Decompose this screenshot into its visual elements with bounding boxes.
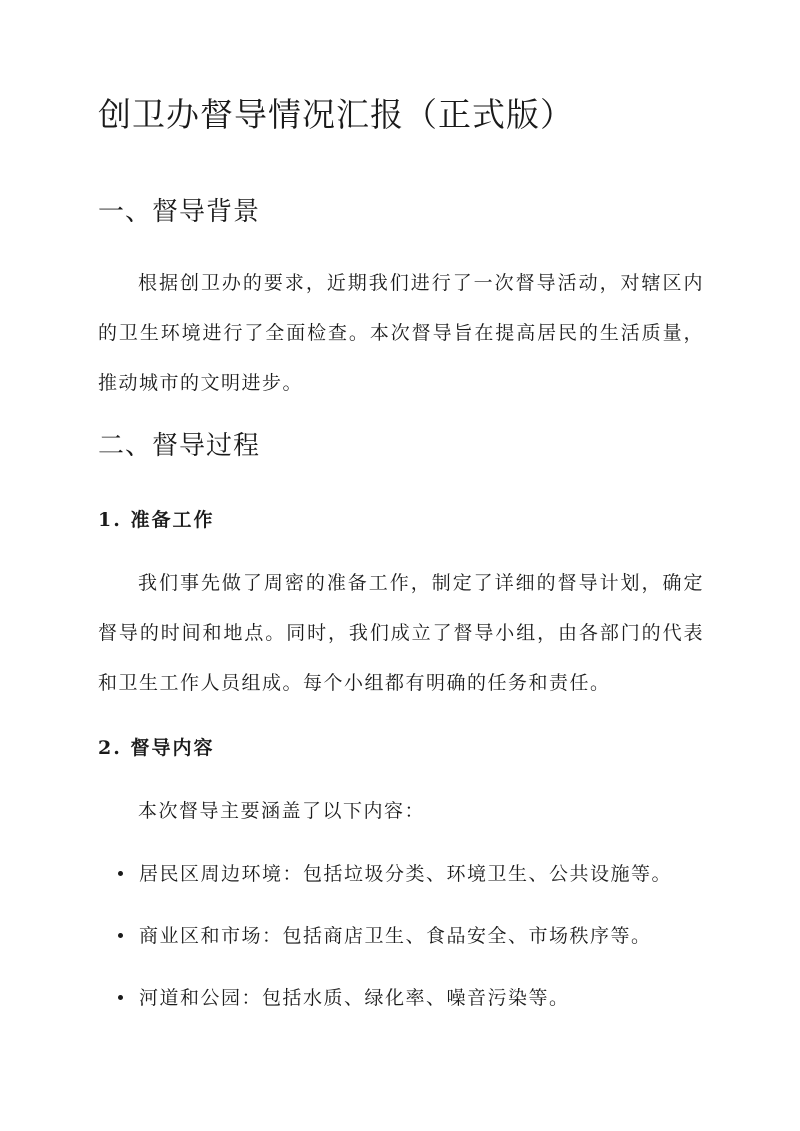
bullet-dot-icon [118, 871, 123, 876]
bullet-dot-icon [118, 995, 123, 1000]
preparation-paragraph: 我们事先做了周密的准备工作，制定了详细的督导计划，确定督导的时间和地点。同时，我们成立了督导小组，由各部门的代表和卫生工作人员组成。每个小组都有明确的任务和责任。 [98, 572, 704, 694]
list-item [118, 984, 570, 1012]
list-item [118, 922, 652, 950]
background-paragraph: 根据创卫办的要求，近期我们进行了一次督导活动，对辖区内的卫生环境进行了全面检查。本次督导旨在提高居民的生活质量，推动城市的文明进步。 [98, 272, 704, 394]
subsection-heading-content: 2. 督导内容 [98, 737, 215, 759]
section-heading-process: 二、督导过程 [98, 431, 261, 461]
list-item-text: 河道和公园：包括水质、绿化率、噪音污染等。 [139, 987, 570, 1009]
content-intro: 本次督导主要涵盖了以下内容： [138, 800, 426, 822]
list-item [118, 860, 672, 888]
list-item-text: 商业区和市场：包括商店卫生、食品安全、市场秩序等。 [139, 925, 652, 947]
subsection-heading-preparation: 1. 准备工作 [98, 509, 215, 531]
section-heading-background: 一、督导背景 [98, 197, 261, 227]
bullet-dot-icon [118, 933, 123, 938]
document-title: 创卫办督导情况汇报（正式版） [98, 95, 574, 134]
list-item-text: 居民区周边环境：包括垃圾分类、环境卫生、公共设施等。 [139, 863, 673, 885]
